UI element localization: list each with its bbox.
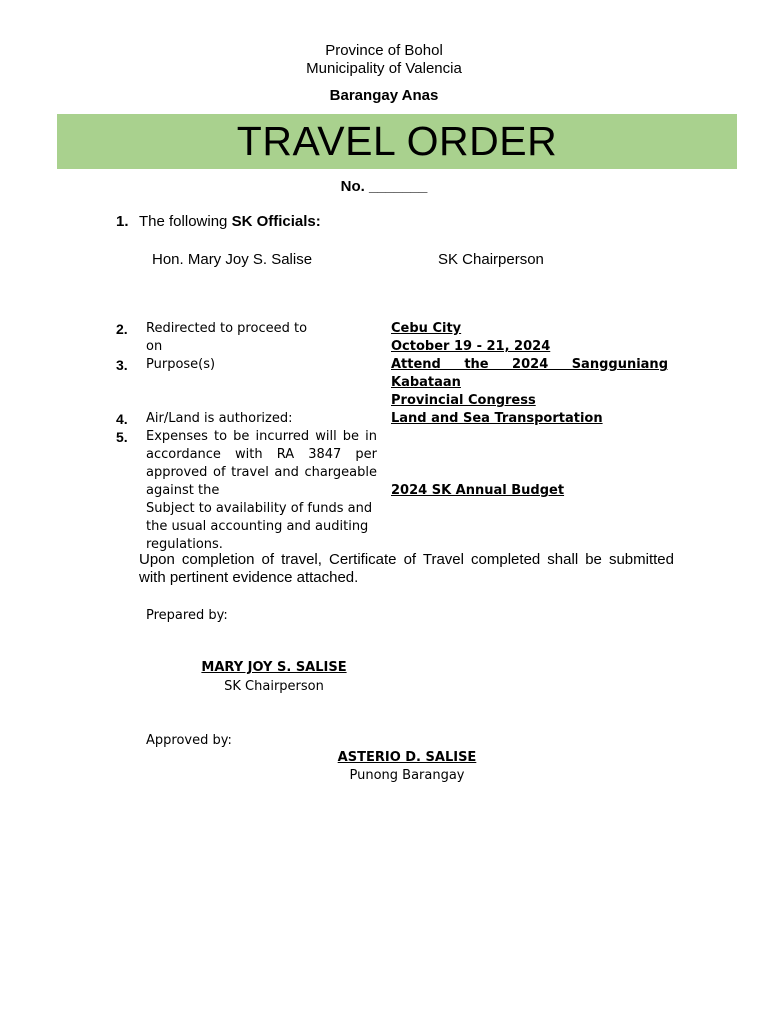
detail-number: 3. — [116, 357, 128, 373]
item-1-text: The following — [139, 213, 232, 230]
prepared-by-position: SK Chairperson — [224, 679, 324, 694]
detail-value — [391, 428, 668, 446]
item-1-text-bold: SK Officials: — [231, 213, 321, 230]
detail-row — [116, 518, 686, 536]
detail-label: against the — [146, 483, 220, 498]
detail-number — [116, 338, 146, 356]
detail-row — [116, 410, 686, 428]
detail-row — [116, 482, 686, 500]
approved-by-name: ASTERIO D. SALISE — [337, 750, 477, 765]
detail-value: October 19 - 21, 2024 — [391, 339, 551, 354]
detail-row — [116, 428, 686, 446]
detail-row — [116, 392, 686, 410]
detail-value: Attend the 2024 Sangguniang Kabataan — [391, 357, 668, 390]
detail-value — [391, 464, 668, 482]
prepared-by-name: MARY JOY S. SALISE — [201, 660, 347, 675]
detail-row — [116, 500, 686, 518]
detail-label: approved of travel and chargeable — [146, 465, 377, 480]
detail-number: 4. — [116, 411, 128, 427]
detail-number — [116, 392, 146, 410]
province-line: Province of Bohol — [325, 42, 443, 59]
detail-value: Provincial Congress — [391, 393, 536, 408]
detail-label: Expenses to be incurred will be in — [146, 429, 377, 444]
detail-label: Subject to availability of funds and — [146, 501, 373, 516]
detail-value — [391, 518, 668, 536]
detail-number: 5. — [116, 429, 128, 445]
barangay-line: Barangay Anas — [329, 87, 439, 104]
approved-by-label: Approved by: — [146, 733, 232, 748]
detail-value — [391, 500, 668, 518]
detail-number — [116, 482, 146, 500]
detail-number — [116, 464, 146, 482]
approved-by-position: Punong Barangay — [349, 768, 465, 783]
order-number: No. _______ — [340, 178, 428, 195]
detail-label: Purpose(s) — [146, 357, 216, 372]
detail-label — [146, 392, 377, 410]
document-title: TRAVEL ORDER — [236, 118, 558, 164]
detail-label: regulations. — [146, 537, 223, 552]
detail-label: Air/Land is authorized: — [146, 411, 293, 426]
details-list — [116, 320, 686, 554]
official-name: Hon. Mary Joy S. Salise — [152, 251, 313, 268]
official-position: SK Chairperson — [438, 251, 544, 268]
detail-value: Land and Sea Transportation — [391, 411, 603, 426]
detail-label: Redirected to proceed to — [146, 321, 308, 336]
completion-note: Upon completion of travel, Certificate of Travel completed shall be submitted with pertinent evidence attached. — [139, 551, 674, 586]
detail-number — [116, 518, 146, 536]
detail-value: 2024 SK Annual Budget — [391, 483, 565, 498]
detail-row — [116, 464, 686, 482]
detail-row — [116, 320, 686, 338]
detail-number: 2. — [116, 321, 128, 337]
prepared-by-label: Prepared by: — [146, 608, 228, 623]
detail-number — [116, 446, 146, 464]
detail-row — [116, 356, 686, 392]
detail-row — [116, 338, 686, 356]
item-1-number: 1. — [116, 213, 129, 230]
municipality-line: Municipality of Valencia — [306, 60, 462, 77]
detail-label: accordance with RA 3847 per — [146, 447, 377, 462]
detail-value — [391, 446, 668, 464]
detail-value: Cebu City — [391, 321, 462, 336]
detail-row — [116, 446, 686, 464]
detail-label: on — [146, 339, 163, 354]
detail-label: the usual accounting and auditing — [146, 519, 369, 534]
title-banner — [57, 114, 737, 169]
item-1 — [116, 213, 321, 230]
detail-number — [116, 500, 146, 518]
